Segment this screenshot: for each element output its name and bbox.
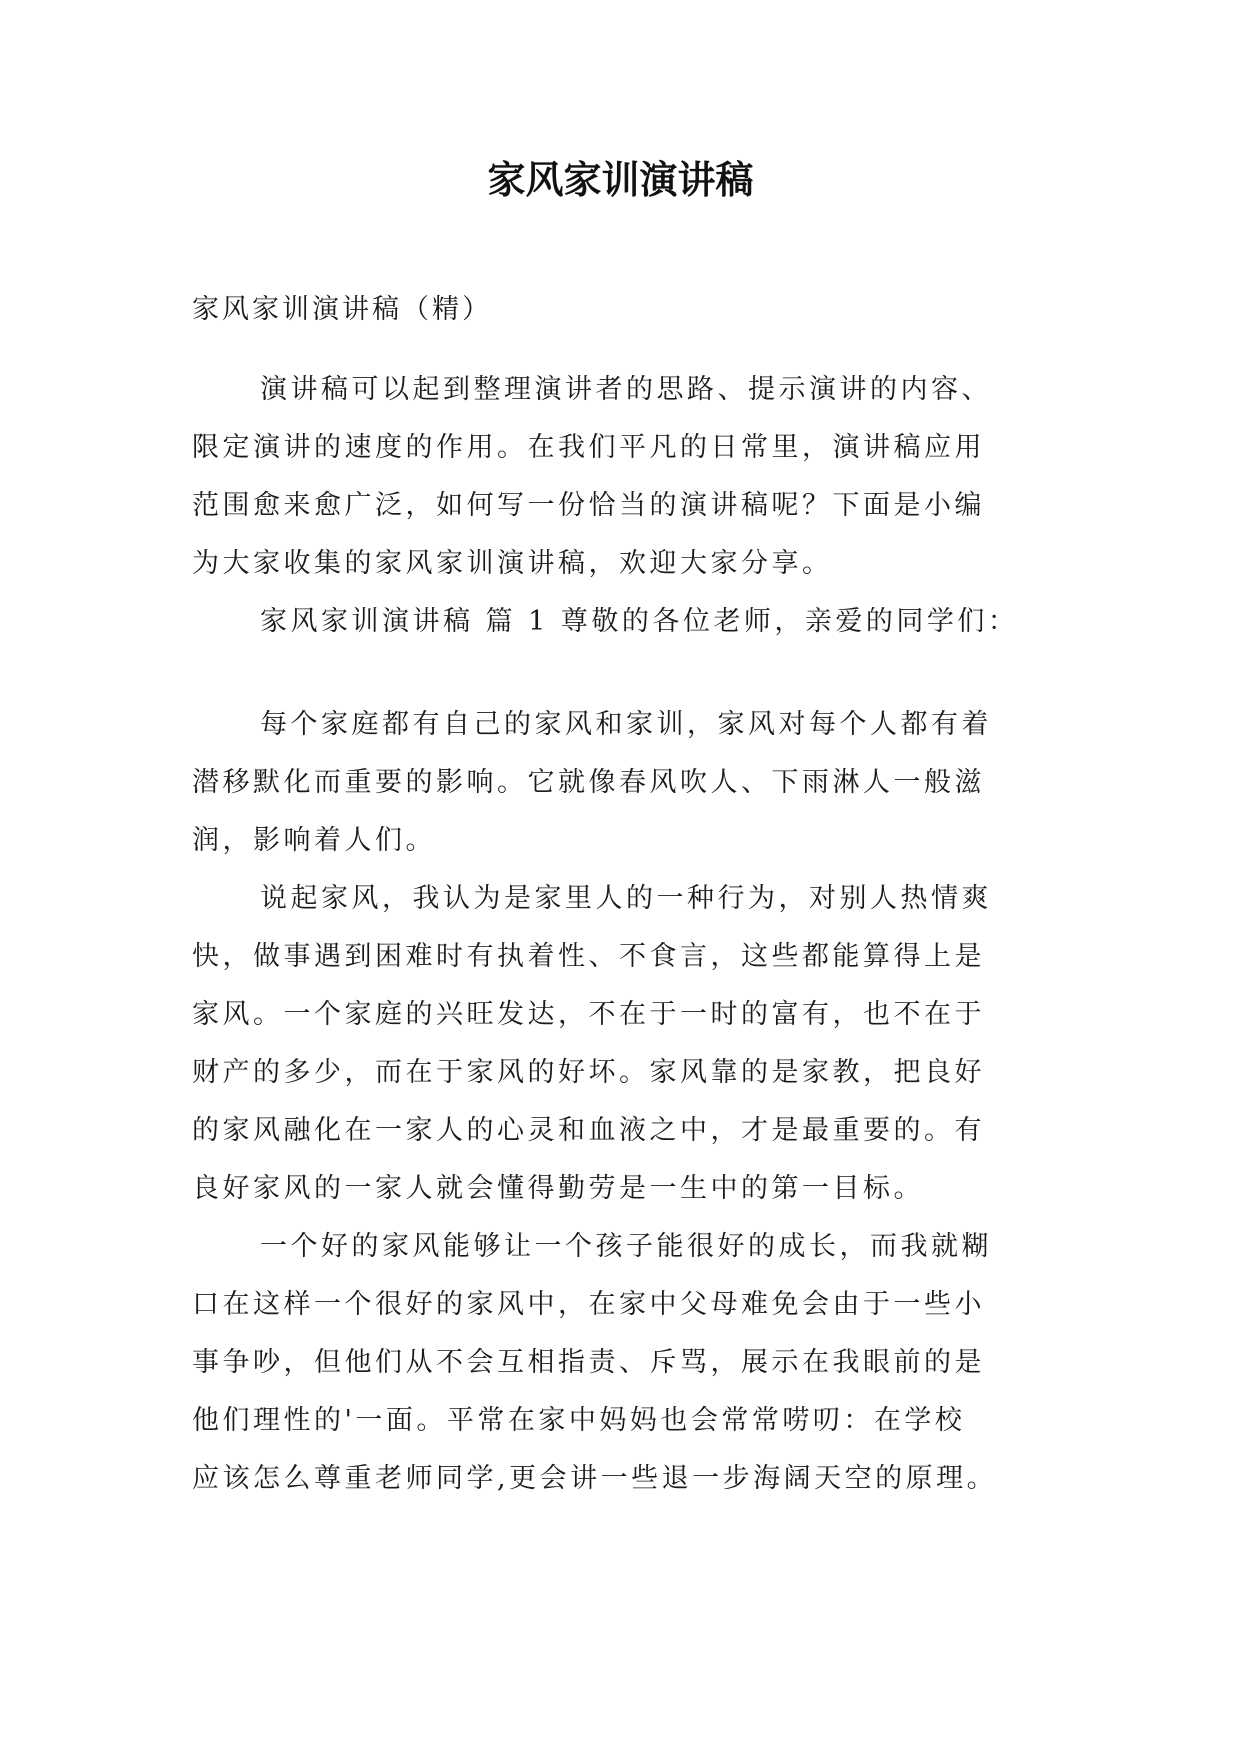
paragraph-line: 为大家收集的家风家训演讲稿，欢迎大家分享。 — [192, 548, 833, 579]
paragraph-line: 的家风融化在一家人的心灵和血液之中，才是最重要的。有 — [192, 1115, 985, 1146]
paragraph-line: 一个好的家风能够让一个孩子能很好的成长，而我就糊 — [260, 1231, 992, 1262]
paragraph-line: 家风家训演讲稿 篇 1 尊敬的各位老师，亲爱的同学们： — [260, 606, 1019, 637]
paragraph-line: 他们理性的'一面。平常在家中妈妈也会常常唠叨：在学校 — [192, 1405, 966, 1436]
paragraph-line: 家风。一个家庭的兴旺发达，不在于一时的富有，也不在于 — [192, 999, 985, 1030]
document-subtitle: 家风家训演讲稿（精） — [192, 294, 492, 325]
paragraph-line: 良好家风的一家人就会懂得勤劳是一生中的第一目标。 — [192, 1173, 924, 1204]
paragraph-line: 限定演讲的速度的作用。在我们平凡的日常里，演讲稿应用 — [192, 432, 985, 463]
paragraph-line: 范围愈来愈广泛，如何写一份恰当的演讲稿呢？下面是小编 — [192, 490, 985, 521]
paragraph-line: 应该怎么尊重老师同学,更会讲一些退一步海阔天空的原理。 — [192, 1463, 998, 1494]
paragraph-line: 说起家风，我认为是家里人的一种行为，对别人热情爽 — [260, 883, 992, 914]
paragraph-line: 润，影响着人们。 — [192, 825, 436, 856]
paragraph-line: 演讲稿可以起到整理演讲者的思路、提示演讲的内容、 — [260, 374, 992, 405]
paragraph-line: 口在这样一个很好的家风中，在家中父母难免会由于一些小 — [192, 1289, 985, 1320]
document-title: 家风家训演讲稿 — [487, 158, 754, 202]
paragraph-line: 快，做事遇到困难时有执着性、不食言，这些都能算得上是 — [192, 941, 985, 972]
paragraph-line: 每个家庭都有自己的家风和家训，家风对每个人都有着 — [260, 709, 992, 740]
paragraph-line: 潜移默化而重要的影响。它就像春风吹人、下雨淋人一般滋 — [192, 767, 985, 798]
paragraph-line: 财产的多少，而在于家风的好坏。家风靠的是家教，把良好 — [192, 1057, 985, 1088]
paragraph-line: 事争吵，但他们从不会互相指责、斥骂，展示在我眼前的是 — [192, 1347, 985, 1378]
